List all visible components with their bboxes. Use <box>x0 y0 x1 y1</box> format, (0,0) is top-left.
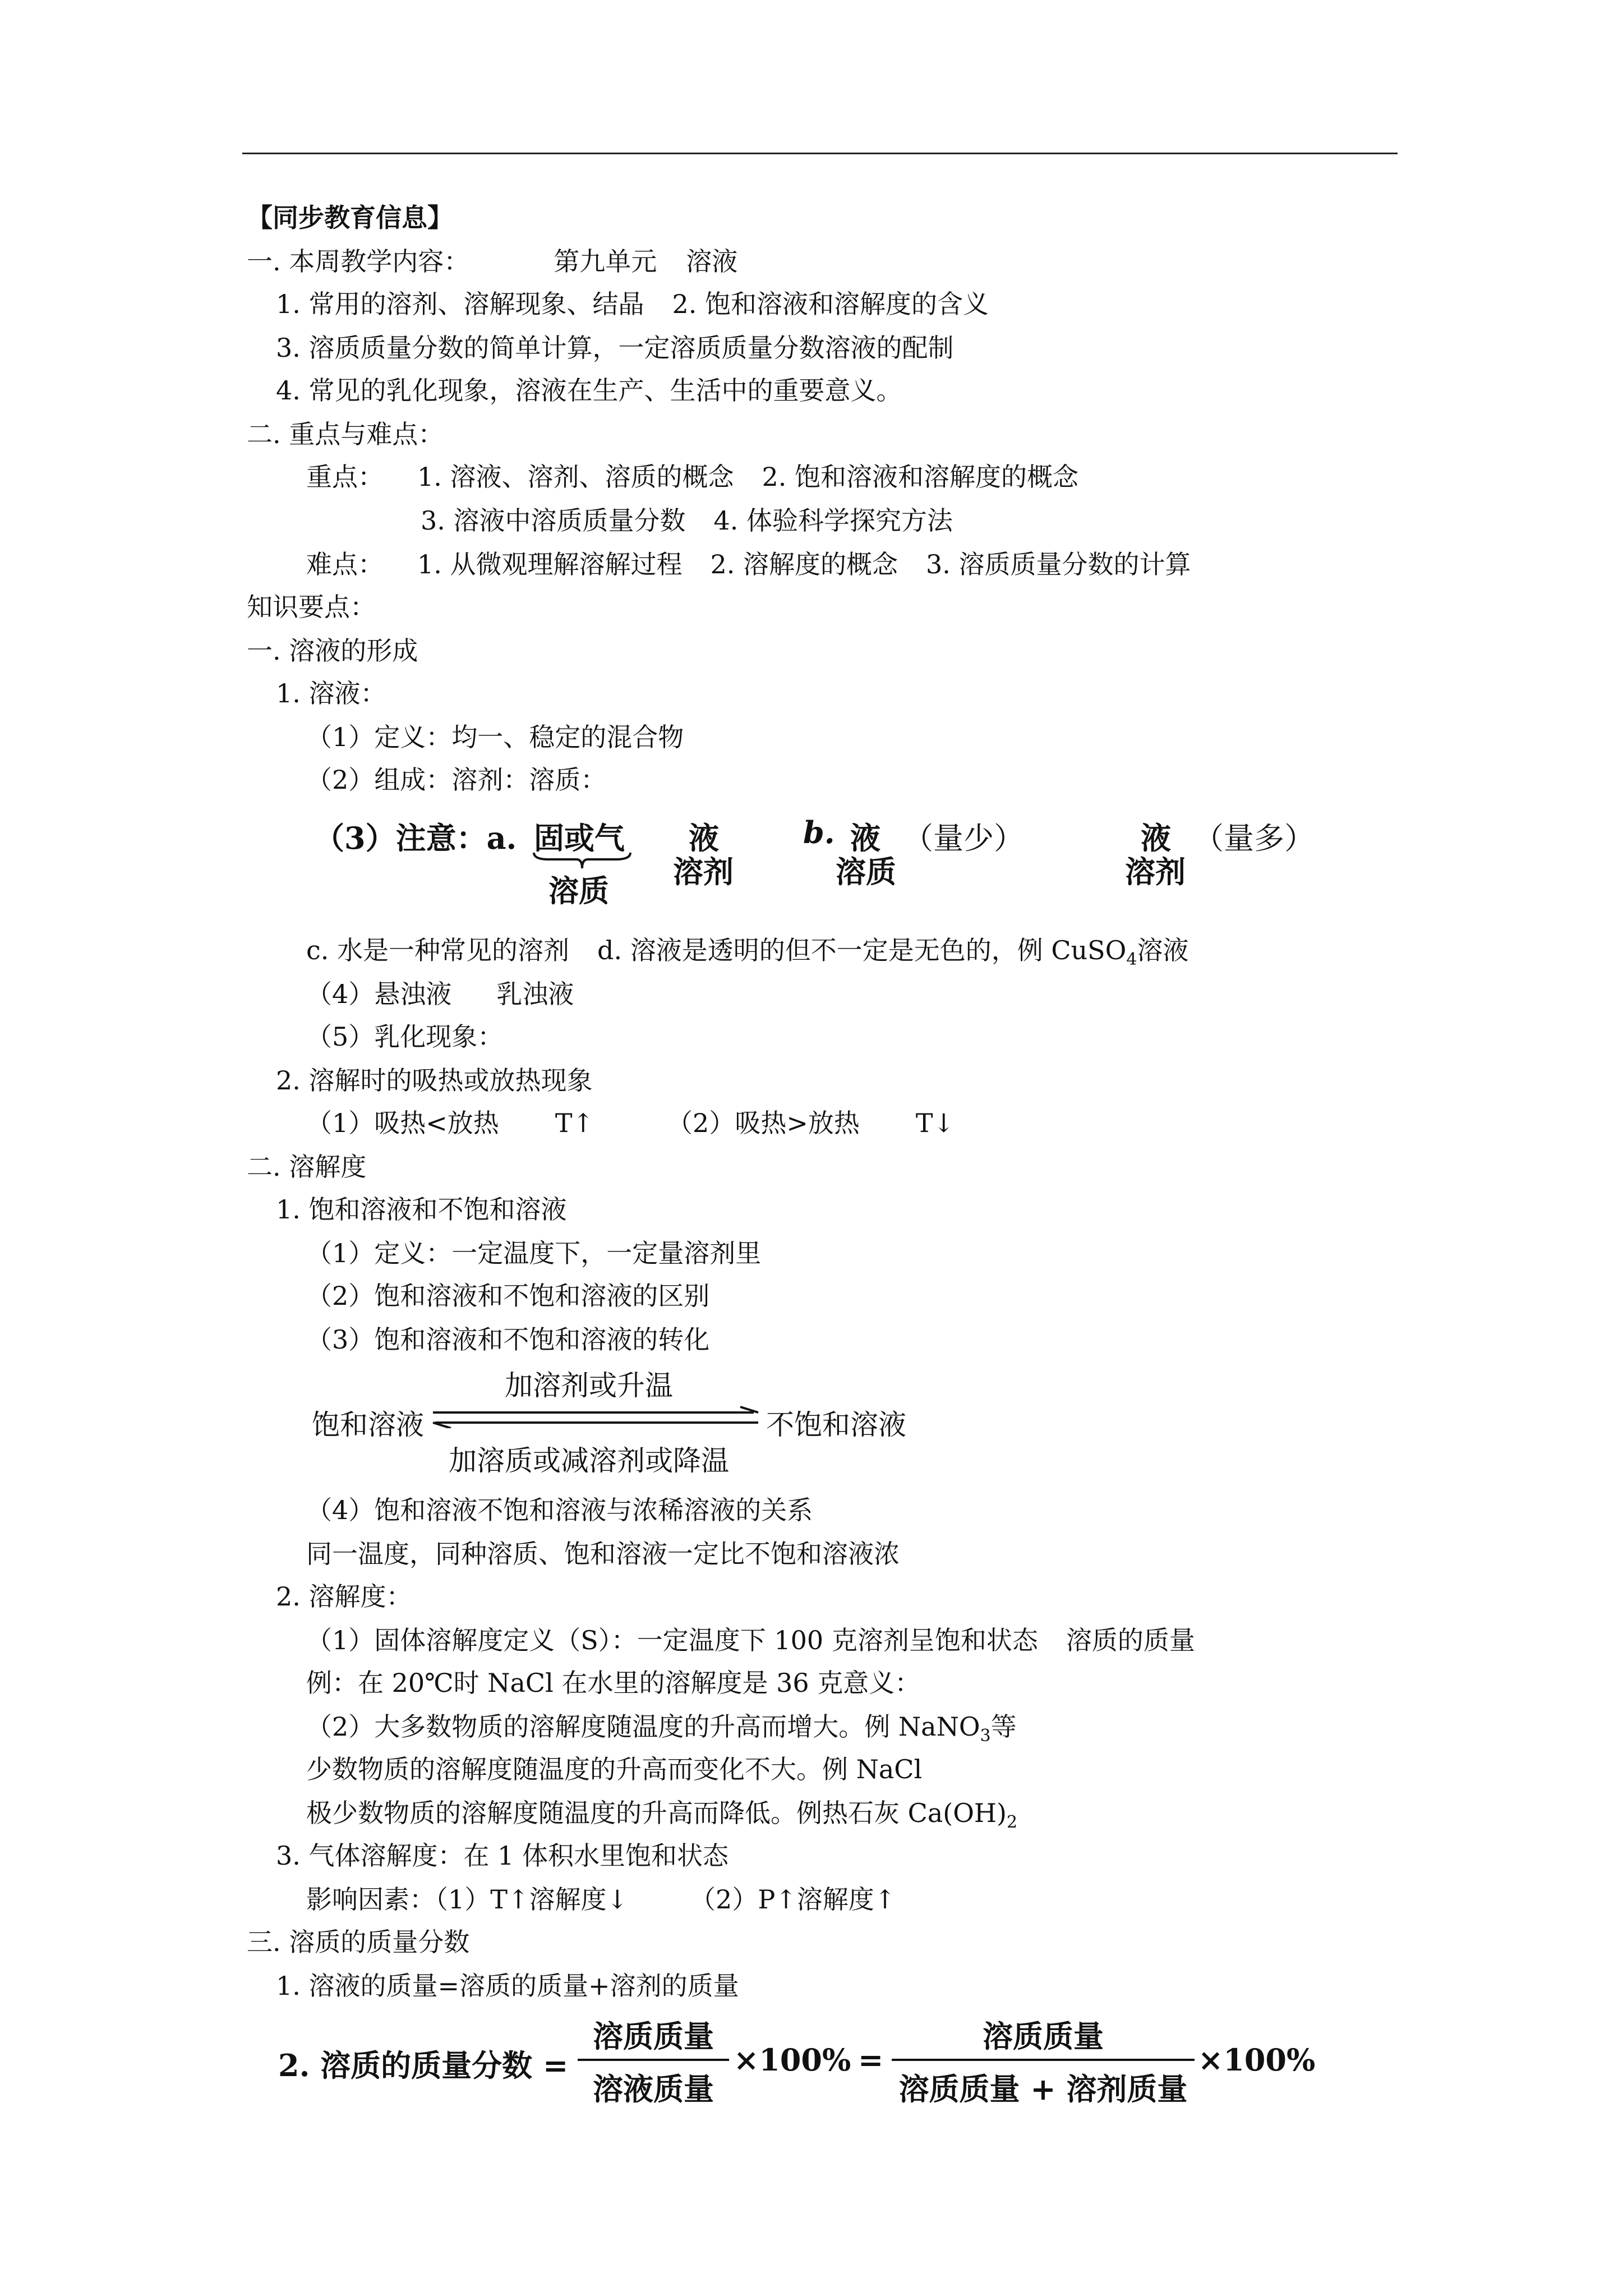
conversion-right: 不饱和溶液 <box>766 1409 906 1441</box>
item-sat-definition: （1）定义：一定温度下，一定量溶剂里 <box>306 1238 762 1268</box>
formula-denominator-1: 溶液质量 <box>593 2071 714 2107</box>
heading-key-points: 二. 重点与难点： <box>247 419 444 449</box>
heading-teaching-content: 一. 本周教学内容： 第九单元 溶液 <box>247 246 738 277</box>
reversible-arrow-icon <box>428 1406 765 1428</box>
note-liquid-2: 液 <box>850 820 880 856</box>
item-sat-difference: （2）饱和溶液和不饱和溶液的区别 <box>306 1281 710 1311</box>
item-most-increase: （2）大多数物质的溶解度随温度的升高而增大。例 NaNO$_3$等 <box>306 1711 1017 1746</box>
item-definition: （1）定义：均一、稳定的混合物 <box>306 722 684 752</box>
item-factors: 影响因素：（1）T↑溶解度↓ （2）P↑溶解度↑ <box>306 1884 896 1915</box>
item-solution: 1. 溶液： <box>276 678 386 708</box>
item-sat-concentration: （4）饱和溶液不饱和溶液与浓稀溶液的关系 <box>306 1495 813 1525</box>
item-c-d: c. 水是一种常见的溶剂 d. 溶液是透明的但不一定是无色的，例 CuSO$_4$溶液 <box>306 935 1189 969</box>
heading-mass-fraction: 三. 溶质的质量分数 <box>247 1927 470 1957</box>
note-more: （量多） <box>1193 821 1315 856</box>
unit-label: 第九单元 <box>554 246 657 277</box>
key-points-line-1: 重点： 1. 溶液、溶剂、溶质的概念 2. 饱和溶液和溶解度的概念 <box>306 462 1079 492</box>
content-line-3: 4. 常见的乳化现象，溶液在生产、生活中的重要意义。 <box>276 375 902 406</box>
topic-label: 溶液 <box>686 246 738 277</box>
note-b: b. <box>803 815 835 850</box>
formula-times-1: ×100% <box>734 2042 851 2078</box>
key-points-line-2: 3. 溶液中溶质质量分数 4. 体验科学探究方法 <box>421 505 953 536</box>
item-heat: 2. 溶解时的吸热或放热现象 <box>276 1065 593 1096</box>
note-liquid-3: 液 <box>1141 820 1171 856</box>
item-heat-cases: （1）吸热<放热 T↑ （2）吸热>放热 T↓ <box>306 1108 955 1138</box>
note-less: （量少） <box>903 821 1024 856</box>
item-composition: （2）组成：溶剂：溶质： <box>306 765 607 795</box>
formula-label: 2. 溶质的质量分数 = <box>278 2047 569 2083</box>
item-gas-solubility: 3. 气体溶解度：在 1 体积水里饱和状态 <box>276 1841 729 1871</box>
formula-numerator-2: 溶质质量 <box>983 2018 1104 2054</box>
fraction-bar-1 <box>578 2059 729 2061</box>
item-solid-solubility: （1）固体溶解度定义（S）：一定温度下 100 克溶剂呈饱和状态 溶质的质量 <box>306 1625 1195 1655</box>
note-solid-gas: 固或气 <box>534 820 625 856</box>
conversion-bottom-condition: 加溶质或减溶剂或降温 <box>449 1444 729 1477</box>
item-solution-mass: 1. 溶液的质量=溶质的质量+溶剂的质量 <box>276 1971 739 2001</box>
formula-equals: = <box>858 2042 884 2078</box>
header-rule <box>242 153 1398 154</box>
conversion-left: 饱和溶液 <box>312 1409 424 1441</box>
conversion-top-condition: 加溶剂或升温 <box>505 1369 673 1402</box>
note-solvent-1: 溶剂 <box>673 854 734 890</box>
content-line-1: 1. 常用的溶剂、溶解现象、结晶 2. 饱和溶液和溶解度的含义 <box>276 289 989 319</box>
content-line-2: 3. 溶质质量分数的简单计算，一定溶质质量分数溶液的配制 <box>276 333 954 363</box>
item-emulsification: （5）乳化现象： <box>306 1022 504 1052</box>
note-label: （3）注意：a. <box>314 820 517 856</box>
item-example-nacl: 例：在 20℃时 NaCl 在水里的溶解度是 36 克意义： <box>306 1668 921 1698</box>
item-few-stable: 少数物质的溶解度随温度的升高而变化不大。例 NaCl <box>306 1754 923 1784</box>
item-saturated: 1. 饱和溶液和不饱和溶液 <box>276 1194 567 1225</box>
formula-times-2: ×100% <box>1198 2042 1316 2078</box>
difficult-points-line: 难点： 1. 从微观理解溶解过程 2. 溶解度的概念 3. 溶质质量分数的计算 <box>306 549 1191 579</box>
formula-denominator-2: 溶质质量 + 溶剂质量 <box>898 2071 1188 2107</box>
item-sat-conversion: （3）饱和溶液和不饱和溶液的转化 <box>306 1324 710 1355</box>
heading-solution-formation: 一. 溶液的形成 <box>247 636 418 666</box>
section-header: 【同步教育信息】 <box>247 203 453 233</box>
item-rare-decrease: 极少数物质的溶解度随温度的升高而降低。例热石灰 $Ca(OH)_2$ <box>306 1798 1018 1832</box>
fraction-bar-2 <box>892 2059 1195 2061</box>
item-suspension: （4）悬浊液 乳浊液 <box>306 979 574 1009</box>
note-solvent-2: 溶剂 <box>1125 854 1186 890</box>
heading-solubility: 二. 溶解度 <box>247 1152 367 1182</box>
item-solubility: 2. 溶解度： <box>276 1581 412 1612</box>
note-solute-b: 溶质 <box>836 854 896 890</box>
heading-knowledge: 知识要点： <box>247 592 376 622</box>
note-liquid-1: 液 <box>689 820 719 856</box>
note-solute-a: 溶质 <box>548 873 609 909</box>
item-sat-note: 同一温度，同种溶质、饱和溶液一定比不饱和溶液浓 <box>306 1539 900 1569</box>
formula-numerator-1: 溶质质量 <box>593 2018 714 2054</box>
